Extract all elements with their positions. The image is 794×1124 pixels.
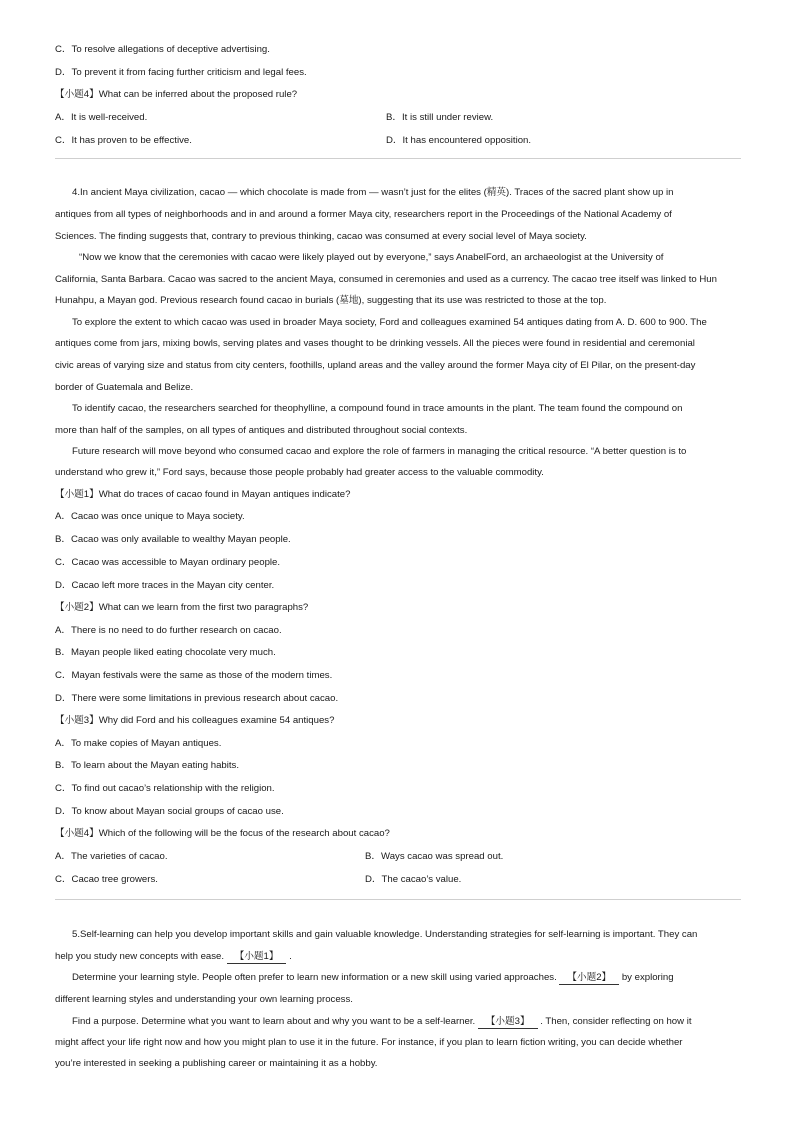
passage5-paragraph3-line2: might affect your life right now and how you might plan to use it in the future. For instance, if you plan to learn fiction writing, you can decide whether xyxy=(55,1037,683,1048)
passage5-text: Find a purpose. Determine what you want to learn about and why you want to be a self-learner. xyxy=(72,1016,476,1027)
section-divider xyxy=(55,899,741,900)
question2-option-c: C．Mayan festivals were the same as those of the modern times. xyxy=(55,670,333,681)
passage5-paragraph2-line2: different learning styles and understanding your own learning process. xyxy=(55,994,353,1005)
question4-option-d: D．The cacao’s value. xyxy=(365,874,462,885)
question4-stem: 【小题4】Which of the following will be the focus of the research about cacao? xyxy=(55,828,390,839)
option-d-prev: D．To prevent it from facing further criticism and legal fees. xyxy=(55,67,307,78)
option-b: B．It is still under review. xyxy=(386,112,494,123)
passage4-paragraph2-line3: Hunahpu, a Mayan god. Previous research found cacao in burials (墓地), suggesting that its use was restricted to those at the top. xyxy=(55,295,607,306)
passage5-text: . Then, consider reflecting on how it xyxy=(540,1016,692,1027)
passage5-text: . xyxy=(289,951,292,962)
passage5-paragraph1-line2 xyxy=(55,950,292,964)
passage5-text: help you study new concepts with ease. xyxy=(55,951,225,962)
question2-option-d: D．There were some limitations in previous research about cacao. xyxy=(55,693,339,704)
passage4-paragraph2-line2: California, Santa Barbara. Cacao was sacred to the ancient Maya, consumed in ceremonies and used as a currency. The cacao tree itself was linked to Hun xyxy=(55,274,717,285)
question3-option-c: C．To find out cacao’s relationship with the religion. xyxy=(55,783,275,794)
question1-option-b: B．Cacao was only available to wealthy Mayan people. xyxy=(55,534,291,545)
passage4-paragraph3-line2: antiques come from jars, mixing bowls, serving plates and vases thought to be drinking vessels. All the pieces were found in residential and ceremonial xyxy=(55,338,695,349)
passage4-paragraph2-line1: “Now we know that the ceremonies with cacao were likely played out by everyone,” says AnabelFord, an archaeologist at the University of xyxy=(79,252,664,263)
passage4-paragraph3-line4: border of Guatemala and Belize. xyxy=(55,382,194,393)
question2-option-a: A．There is no need to do further research on cacao. xyxy=(55,625,282,636)
question-stem: 【小题4】What can be inferred about the proposed rule? xyxy=(55,89,298,100)
passage4-paragraph5-line2: understand who grew it,” Ford says, because those people probably had greater access to the valuable commodity. xyxy=(55,467,544,478)
question1-option-d: D．Cacao left more traces in the Mayan city center. xyxy=(55,580,275,591)
passage4-paragraph1-line2: antiques from all types of neighborhoods and in and around a former Maya city, researchers report in the Proceedings of the National Academy of xyxy=(55,209,672,220)
question3-option-a: A．To make copies of Mayan antiques. xyxy=(55,738,222,749)
question4-option-b: B．Ways cacao was spread out. xyxy=(365,851,504,862)
blank-3: 【小题3】 xyxy=(478,1015,538,1029)
passage4-paragraph3-line1: To explore the extent to which cacao was used in broader Maya society, Ford and colleagues examined 54 antiques dating from A. D. 600 to 900. The xyxy=(72,317,707,328)
question3-stem: 【小题3】Why did Ford and his colleagues examine 54 antiques? xyxy=(55,715,335,726)
option-a: A．It is well-received. xyxy=(55,112,148,123)
blank-2: 【小题2】 xyxy=(559,971,619,985)
question1-option-a: A．Cacao was once unique to Maya society. xyxy=(55,511,245,522)
passage5-paragraph1-line1: 5.Self-learning can help you develop important skills and gain valuable knowledge. Understanding strategies for self-learning is important. They can xyxy=(72,929,698,940)
question1-option-c: C．Cacao was accessible to Mayan ordinary people. xyxy=(55,557,281,568)
section-divider xyxy=(55,158,741,159)
passage5-text: by exploring xyxy=(621,972,674,983)
passage5-paragraph3-line1 xyxy=(72,1015,692,1029)
blank-1: 【小题1】 xyxy=(227,950,287,964)
question1-stem: 【小题1】What do traces of cacao found in Mayan antiques indicate? xyxy=(55,489,351,500)
passage4-paragraph1-line1: 4.In ancient Maya civilization, cacao — which chocolate is made from — wasn’t just for the elites (精英). Traces of the sacred plant show up in xyxy=(72,187,674,198)
question2-stem: 【小题2】What can we learn from the first two paragraphs? xyxy=(55,602,309,613)
question2-option-b: B．Mayan people liked eating chocolate very much. xyxy=(55,647,276,658)
question4-option-a: A．The varieties of cacao. xyxy=(55,851,168,862)
passage4-paragraph1-line3: Sciences. The finding suggests that, contrary to previous thinking, cacao was consumed at every social level of Maya society. xyxy=(55,231,587,242)
passage5-paragraph2-line1 xyxy=(72,971,674,985)
passage4-paragraph3-line3: civic areas of varying size and status from city centers, foothills, upland areas and the valley around the former Maya city of El Pilar, on the present-day xyxy=(55,360,696,371)
option-c: C．It has proven to be effective. xyxy=(55,135,192,146)
option-c-prev: C．To resolve allegations of deceptive advertising. xyxy=(55,44,270,55)
passage5-text: Determine your learning style. People often prefer to learn new information or a new skill using varied approaches. xyxy=(72,972,557,983)
passage5-paragraph3-line3: you’re interested in seeking a publishing career or maintaining it as a hobby. xyxy=(55,1058,378,1069)
passage4-paragraph4-line1: To identify cacao, the researchers searched for theophylline, a compound found in trace amounts in the plant. The team found the compound on xyxy=(72,403,683,414)
option-d: D．It has encountered opposition. xyxy=(386,135,532,146)
passage4-paragraph4-line2: more than half of the samples, on all types of antiques and distributed throughout social contexts. xyxy=(55,425,468,436)
passage4-paragraph5-line1: Future research will move beyond who consumed cacao and explore the role of farmers in managing the critical resource. “A better question is to xyxy=(72,446,687,457)
question3-option-d: D．To know about Mayan social groups of cacao use. xyxy=(55,806,284,817)
question4-option-c: C．Cacao tree growers. xyxy=(55,874,158,885)
question3-option-b: B．To learn about the Mayan eating habits. xyxy=(55,760,239,771)
